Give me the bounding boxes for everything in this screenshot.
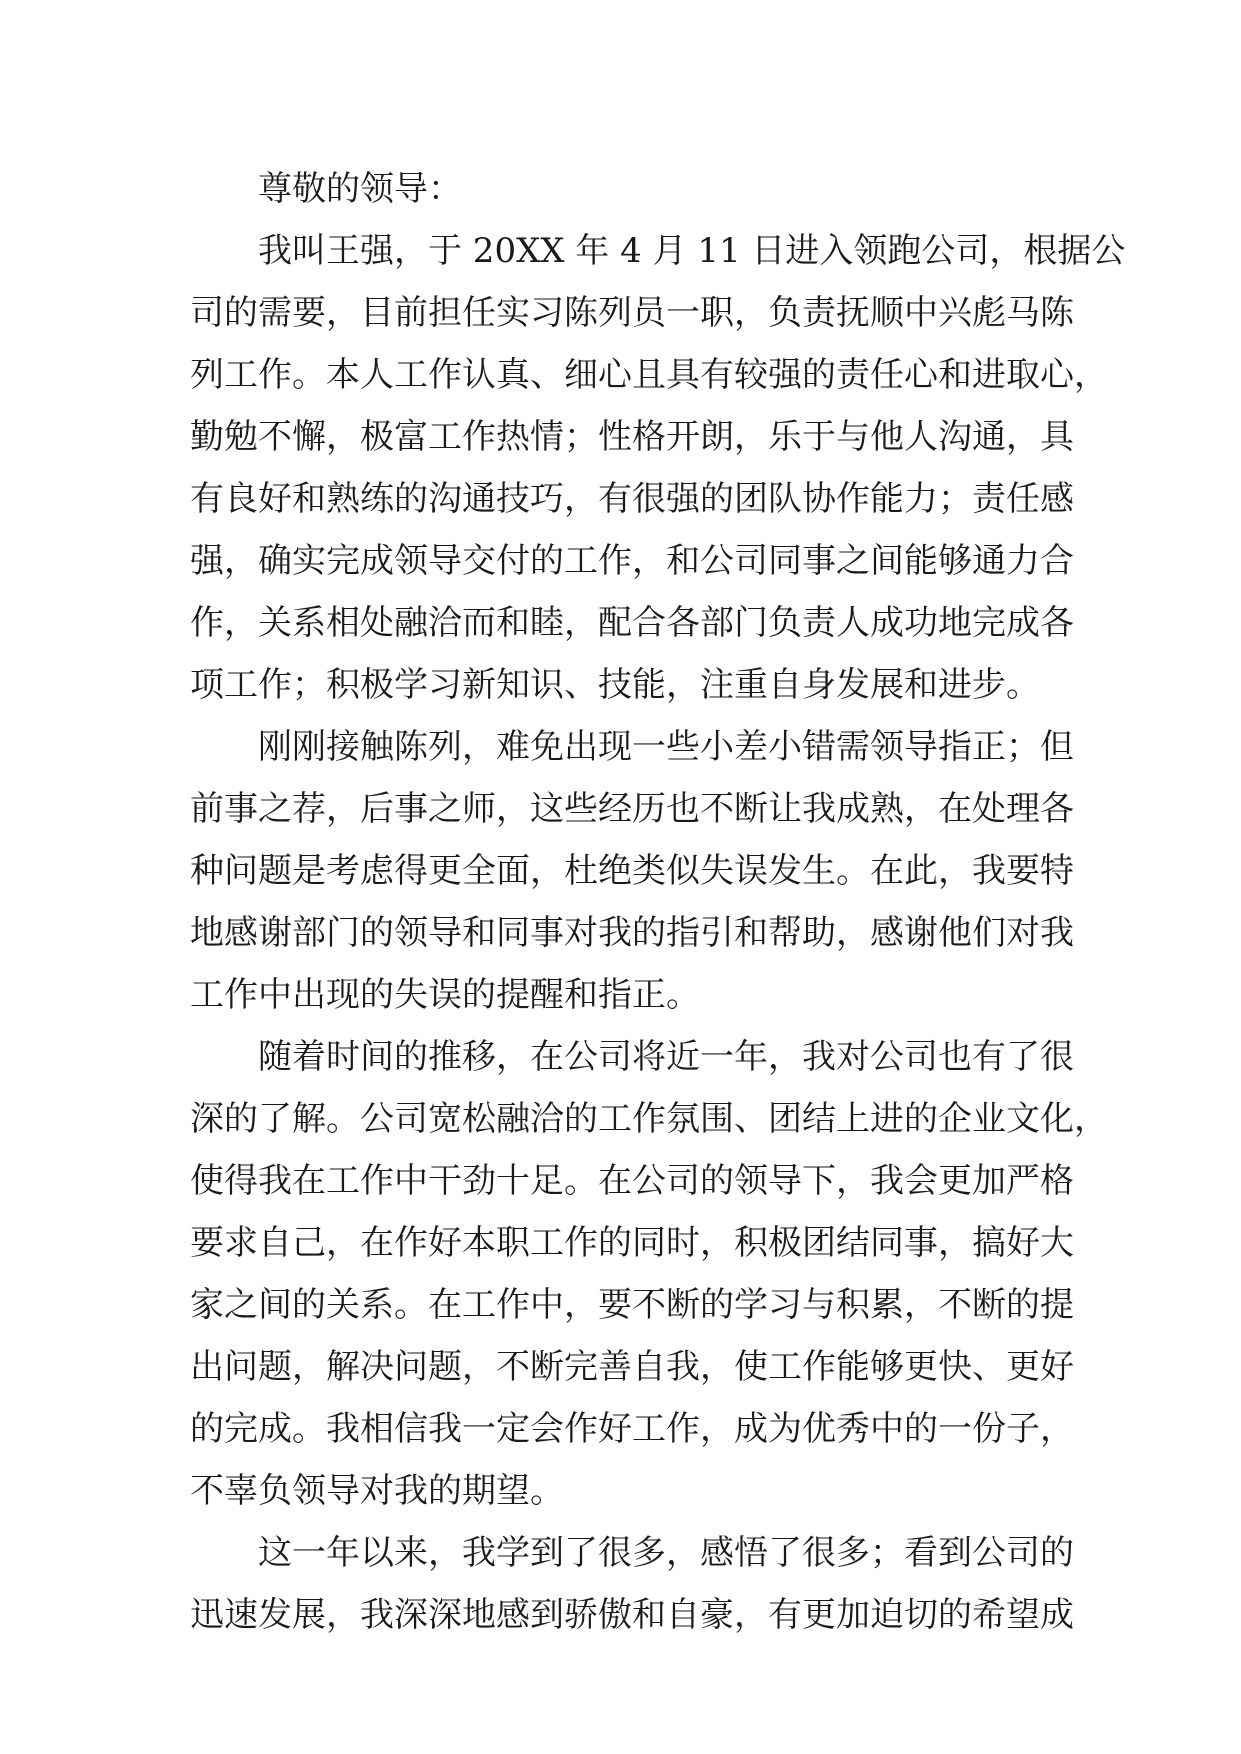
text-line: 出问题，解决问题，不断完善自我，使工作能够更快、更好: [190, 1347, 1074, 1387]
text-line: 种问题是考虑得更全面，杜绝类似失误发生。在此，我要特: [190, 851, 1074, 891]
text-line: 项工作；积极学习新知识、技能，注重自身发展和进步。: [190, 665, 1040, 705]
text-line: 刚刚接触陈列，难免出现一些小差小错需领导指正；但: [258, 727, 1074, 767]
text-line: 有良好和熟练的沟通技巧，有很强的团队协作能力；责任感: [190, 479, 1074, 519]
text-line: 勤勉不懈，极富工作热情；性格开朗，乐于与他人沟通，具: [190, 417, 1074, 457]
text-line: 地感谢部门的领导和同事对我的指引和帮助，感谢他们对我: [190, 913, 1074, 953]
text-line: 作，关系相处融洽而和睦，配合各部门负责人成功地完成各: [190, 603, 1074, 643]
text-line: 尊敬的领导：: [258, 169, 462, 209]
text-line: 要求自己，在作好本职工作的同时，积极团结同事，搞好大: [190, 1223, 1074, 1263]
text-line: 深的了解。公司宽松融洽的工作氛围、团结上进的企业文化，: [190, 1099, 1108, 1139]
text-line: 家之间的关系。在工作中，要不断的学习与积累，不断的提: [190, 1285, 1074, 1325]
text-line: 我叫王强，于 20XX 年 4 月 11 日进入领跑公司，根据公: [258, 231, 1126, 271]
text-line: 这一年以来，我学到了很多，感悟了很多；看到公司的: [258, 1533, 1074, 1573]
text-line: 强，确实完成领导交付的工作，和公司同事之间能够通力合: [190, 541, 1074, 581]
text-line: 的完成。我相信我一定会作好工作，成为优秀中的一份子，: [190, 1409, 1074, 1449]
text-line: 前事之荐，后事之师，这些经历也不断让我成熟，在处理各: [190, 789, 1074, 829]
text-line: 随着时间的推移，在公司将近一年，我对公司也有了很: [258, 1037, 1074, 1077]
text-line: 司的需要，目前担任实习陈列员一职，负责抚顺中兴彪马陈: [190, 293, 1074, 333]
document-page: [190, 158, 1126, 1646]
text-line: 不辜负领导对我的期望。: [190, 1471, 564, 1511]
text-line: 使得我在工作中干劲十足。在公司的领导下，我会更加严格: [190, 1161, 1074, 1201]
text-line: 工作中出现的失误的提醒和指正。: [190, 975, 700, 1015]
text-line: 列工作。本人工作认真、细心且具有较强的责任心和进取心，: [190, 355, 1108, 395]
text-line: 迅速发展，我深深地感到骄傲和自豪，有更加迫切的希望成: [190, 1595, 1074, 1635]
